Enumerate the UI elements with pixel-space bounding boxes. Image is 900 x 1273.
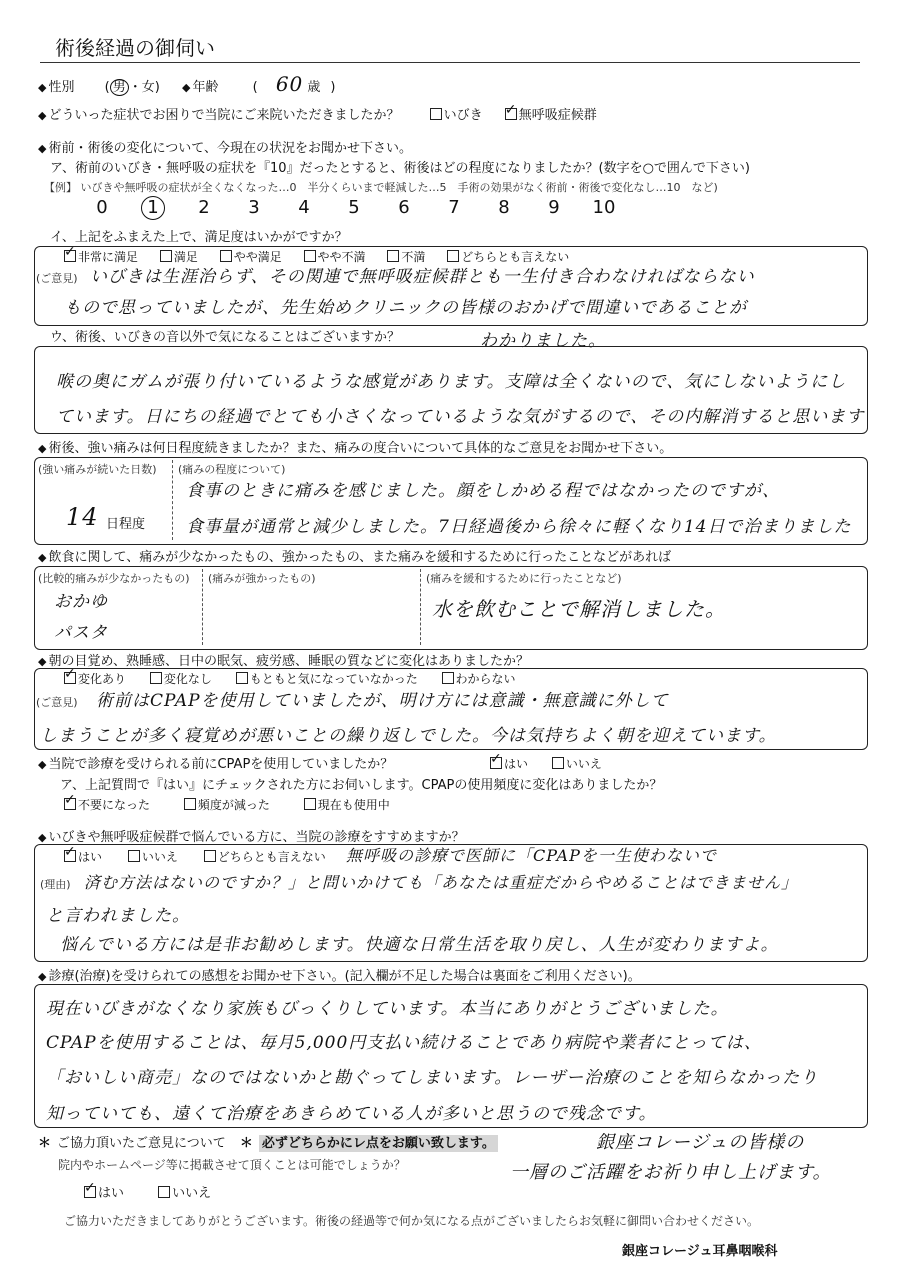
publish-options: ✓はい いいえ — [84, 1182, 211, 1201]
reduced-checkbox[interactable] — [184, 798, 196, 810]
satisfaction-options: ✓非常に満足 満足 やや満足 やや不満 不満 どちらとも言えない — [64, 248, 569, 265]
sleep-answer-1: 術前はCPAPを使用していましたが、明け方には意識・無意識に外して — [96, 691, 669, 711]
food-relief-answer: 水を飲むことで解消しました。 — [432, 597, 726, 621]
apnea-checkbox[interactable] — [505, 108, 517, 120]
publish-message-2: 一層のご活躍をお祈り申し上げます。 — [510, 1162, 832, 1183]
sleep-question: ◆ 朝の目覚め、熟睡感、日中の眠気、疲労感、睡眠の質などに変化はありましたか？ — [38, 654, 529, 669]
scale-6[interactable]: 6 — [398, 197, 410, 218]
snoring-checkbox[interactable] — [430, 108, 442, 120]
title-underline — [40, 62, 860, 63]
other-concerns-question: ウ、術後、いびきの音以外で気になることはございますか？ — [50, 330, 400, 345]
food-question: ◆ 飲食に関して、痛みが少なかったもの、強かったもの、また痛みを緩和するために行ったことなどがあれば — [38, 550, 672, 565]
pain-question: ◆ 術後、強い痛みは何日程度続きましたか？また、痛みの度合いについて具体的なご意見をお聞かせ下さい。 — [38, 441, 673, 456]
recommend-question: ◆ いびきや無呼吸症候群で悩んでいる方に、当院の診療をすすめますか？ — [38, 830, 465, 845]
scale-4[interactable]: 4 — [298, 197, 310, 218]
recommend-answer-2: と言われました。 — [46, 906, 190, 926]
opinion-label: (ご意見) — [36, 272, 78, 285]
satisfied-checkbox[interactable] — [160, 250, 172, 262]
cpap-question: ◆ 当院で診療を受けられる前にCPAPを使用していましたか？ — [38, 757, 394, 772]
publish-heading: ＊ ご協力頂いたご意見について ＊ 必ずどちらかにレ点をお願い致します。 — [38, 1132, 498, 1151]
changed-checkbox[interactable] — [64, 672, 76, 684]
cpap-yes-checkbox[interactable] — [490, 757, 502, 769]
recommend-answer-1: 済む方法はないのですか？」と問いかけても「あなたは重症だからやめることはできません」 — [84, 873, 799, 892]
not-needed-checkbox[interactable] — [64, 798, 76, 810]
change-question-a: ア、術前のいびき・無呼吸の症状を『10』だったとすると、術後はどの程度になりましたか？(数字を○で囲んで下さい) — [50, 161, 750, 176]
sleep-options: ✓変化あり 変化なし もともと気になっていなかった わからない — [64, 670, 516, 687]
still-using-checkbox[interactable] — [304, 798, 316, 810]
impression-answer-3: 「おいしい商売」なのではないかと勘ぐってしまいます。レーザー治療のことを知らなかったり — [46, 1068, 819, 1088]
other-concerns-answer-2: ています。日にちの経過でとても小さくなっているような気がするので、その内解消すると思います — [56, 407, 865, 427]
sex-label: 性別 — [48, 80, 75, 95]
cpap-options: ✓不要になった 頻度が減った 現在も使用中 — [64, 796, 390, 813]
food-strong-label: (痛みが強かったもの) — [208, 572, 316, 585]
pain-answer-1: 食事のときに痛みを感じました。顔をしかめる程ではなかったのですが、 — [186, 481, 780, 501]
pain-answer-2: 食事量が通常と減少しました。7日経過後から徐々に軽くなり14日で治まりました — [186, 517, 852, 537]
somewhat-dissatisfied-checkbox[interactable] — [304, 250, 316, 262]
footer-thanks: ご協力いただきましてありがとうございます。術後の経過等で何か気になる点がございましたらお気軽に御問い合わせください。 — [64, 1214, 760, 1228]
scale-3[interactable]: 3 — [248, 197, 260, 218]
impression-answer-2: CPAPを使用することは、毎月5,000円支払い続けることであり病院や業者にとっては、 — [46, 1033, 762, 1053]
sleep-opinion-label: (ご意見) — [36, 696, 78, 709]
recommend-answer-3: 悩んでいる方には是非お勧めします。快適な日常生活を取り戻し、人生が変わりますよ。 — [60, 935, 779, 955]
scale-1-selected[interactable]: 1 — [141, 196, 165, 220]
sex-male: ( 男 ・女) — [104, 80, 160, 95]
somewhat-satisfied-checkbox[interactable] — [220, 250, 232, 262]
age-unit: 歳 — [307, 80, 321, 95]
food-less-2: パスタ — [54, 623, 108, 643]
symptom-scale — [77, 196, 629, 220]
other-concerns-answer-1: 喉の奥にガムが張り付いているような感覚があります。支障は全くないので、気にしないようにし — [56, 372, 847, 392]
cpap-answer: ✓ はい いいえ — [490, 755, 602, 772]
sleep-answer-2: しまうことが多く寝覚めが悪いことの繰り返しでした。今は気持ちよく朝を迎えています。 — [40, 726, 777, 746]
age-value: 60 — [275, 72, 304, 96]
satisfaction-answer-2: もので思っていましたが、先生始めクリニックの皆様のおかげで間違いであることが — [64, 298, 747, 318]
page-title: 術後経過の御伺い — [55, 36, 215, 60]
pain-days-label: (強い痛みが続いた日数) — [38, 463, 157, 476]
impression-answer-4: 知っていても、遠くて治療をあきらめている人が多いと思うので残念です。 — [46, 1104, 657, 1124]
recommend-neutral-checkbox[interactable] — [204, 850, 216, 862]
recommend-yes-checkbox[interactable] — [64, 850, 76, 862]
cpap-sub-question: ア、上記質問で『はい』にチェックされた方にお伺いします。CPAPの使用頻度に変化はありましたか？ — [60, 778, 663, 793]
never-concerned-checkbox[interactable] — [236, 672, 248, 684]
change-heading: ◆ 術前・術後の変化について、今現在の状況をお聞かせ下さい。 — [38, 141, 412, 156]
satisfaction-answer-1: いびきは生涯治らず、その関連で無呼吸症候群とも一生付き合わなければならない — [90, 267, 755, 287]
pain-degree-label: (痛みの程度について) — [178, 463, 286, 476]
no-change-checkbox[interactable] — [150, 672, 162, 684]
food-relief-label: (痛みを緩和するために行ったことなど) — [426, 572, 622, 585]
dissatisfied-checkbox[interactable] — [387, 250, 399, 262]
recommend-no-checkbox[interactable] — [128, 850, 140, 862]
impression-answer-1: 現在いびきがなくなり家族もびっくりしています。本当にありがとうございました。 — [46, 999, 729, 1019]
pain-days-value: 14 — [66, 503, 99, 531]
publish-message-1: 銀座コレージュの皆様の — [596, 1132, 805, 1153]
scale-10[interactable]: 10 — [592, 197, 616, 218]
scale-5[interactable]: 5 — [348, 197, 360, 218]
sex-row: ◆ 性別 ( 男 ・女) ◆ 年齢 ( 60 歳 ) — [38, 72, 336, 96]
publish-question: 院内やホームページ等に掲載させて頂くことは可能でしょうか？ — [58, 1158, 406, 1172]
recommend-answer-0: 無呼吸の診療で医師に「CPAPを一生使わないで — [346, 846, 717, 865]
impression-question: ◆ 診療(治療)を受けられての感想をお聞かせ下さい。(記入欄が不足した場合は裏面をご利用ください)。 — [38, 969, 641, 984]
reason-label: (理由) — [40, 878, 71, 891]
pain-divider — [172, 460, 173, 540]
very-satisfied-checkbox[interactable] — [64, 250, 76, 262]
scale-2[interactable]: 2 — [198, 197, 210, 218]
symptom-question: ◆ どういった症状でお困りで当院にご来院いただきましたか？ いびき ✓ 無呼吸症候群 — [38, 104, 597, 123]
unknown-checkbox[interactable] — [442, 672, 454, 684]
food-divider-2 — [420, 569, 421, 645]
food-less-label: (比較的痛みが少なかったもの) — [38, 572, 190, 585]
pain-days-unit: 日程度 — [106, 517, 146, 532]
satisfaction-question: イ、上記をふまえた上で、満足度はいかがですか？ — [50, 230, 348, 245]
change-example: 【例】 いびきや無呼吸の症状が全くなくなった…0 半分くらいまで軽減した…5 手術の効果がなく術前・術後で変化なし…10 など) — [44, 181, 718, 194]
age-label: 年齢 — [192, 80, 219, 95]
publish-notice: 必ずどちらかにレ点をお願い致します。 — [259, 1135, 498, 1152]
satisfaction-answer-3: わかりました。 — [480, 331, 606, 351]
scale-8[interactable]: 8 — [498, 197, 510, 218]
clinic-name: 銀座コレージュ耳鼻咽喉科 — [622, 1244, 778, 1259]
scale-9[interactable]: 9 — [548, 197, 560, 218]
publish-no-checkbox[interactable] — [158, 1186, 170, 1198]
food-less-1: おかゆ — [54, 592, 108, 612]
cpap-no-checkbox[interactable] — [552, 757, 564, 769]
recommend-options: ✓はい いいえ どちらとも言えない — [64, 848, 326, 865]
scale-7[interactable]: 7 — [448, 197, 460, 218]
scale-0[interactable]: 0 — [96, 197, 108, 218]
publish-yes-checkbox[interactable] — [84, 1186, 96, 1198]
food-divider-1 — [202, 569, 203, 645]
neutral-checkbox[interactable] — [447, 250, 459, 262]
